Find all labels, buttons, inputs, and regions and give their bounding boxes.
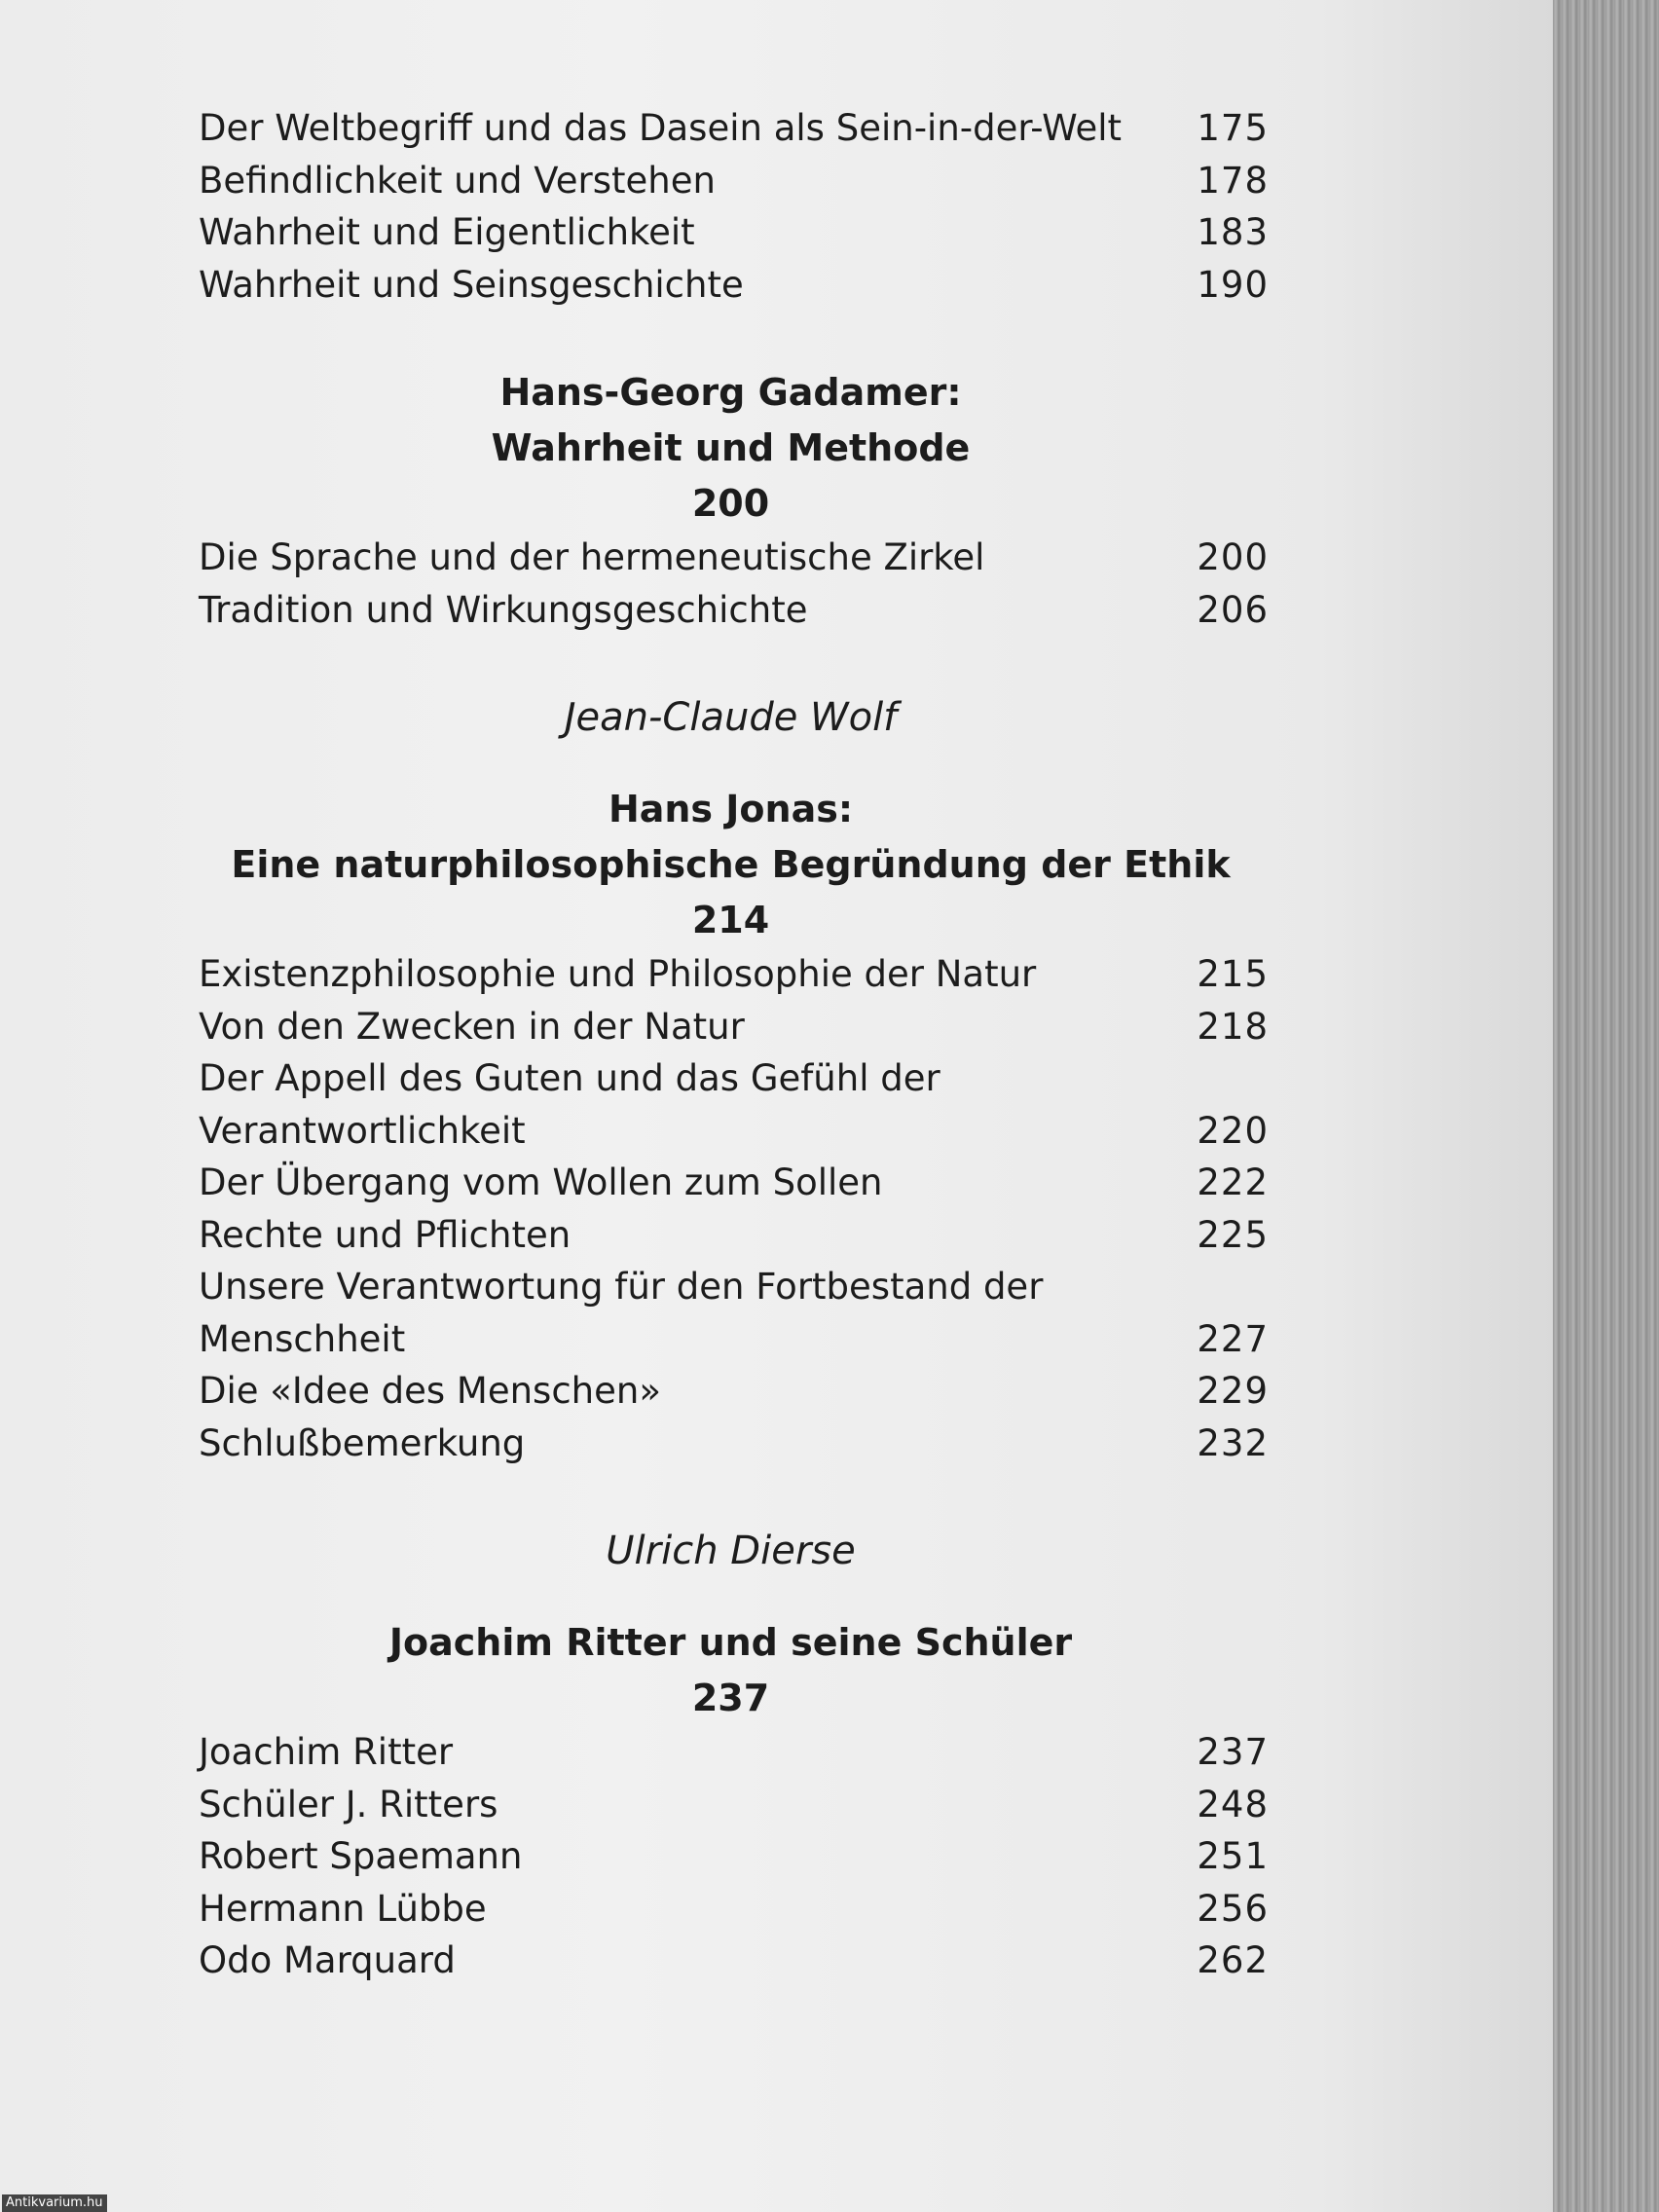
toc-entry-page: 206 (1197, 588, 1269, 631)
chapter-page: 200 (691, 482, 770, 525)
toc-entry-title: Joachim Ritter (199, 1731, 454, 1773)
toc-entry-page: 183 (1197, 211, 1269, 253)
toc-entry-page: 178 (1197, 159, 1269, 202)
toc-entry-page: 220 (1197, 1109, 1269, 1152)
toc-entry-page: 229 (1197, 1370, 1269, 1412)
toc-entry-title: Schüler J. Ritters (199, 1783, 498, 1825)
toc-entry-title: Der Weltbegriff und das Dasein als Sein-in-der-Welt (199, 107, 1123, 149)
toc-section-ritter (193, 1524, 1269, 1987)
toc-entry (199, 1052, 1269, 1105)
toc-entry-title: Existenzphilosophie und Philosophie der Natur (199, 953, 1037, 995)
toc-entry-title: Wahrheit und Eigentlichkeit (199, 211, 695, 253)
toc-entry-page: 232 (1197, 1421, 1269, 1464)
toc-entry-page: 175 (1197, 107, 1269, 149)
toc-entry (199, 1157, 1269, 1209)
toc-entry-page: 227 (1197, 1317, 1269, 1360)
toc-entry-title: Verantwortlichkeit (199, 1109, 526, 1152)
toc-entry-page: 190 (1197, 263, 1269, 306)
toc-entry-page: 218 (1197, 1005, 1269, 1048)
toc-entry (199, 1935, 1269, 1987)
toc-entry (199, 584, 1269, 637)
book-page-edge (1553, 0, 1659, 2212)
toc-entry (199, 1830, 1269, 1883)
toc-section-jonas (193, 690, 1269, 1469)
toc-entry-title: Befindlichkeit und Verstehen (199, 159, 716, 202)
toc-entry (199, 1365, 1269, 1418)
toc-entry-title: Schlußbemerkung (199, 1421, 526, 1464)
toc-entry (199, 259, 1269, 312)
chapter-heading: Eine naturphilosophische Begründung der Ethik (231, 843, 1231, 886)
toc-entry (199, 1779, 1269, 1831)
chapter-heading: Wahrheit und Methode (491, 426, 971, 469)
toc-entry (199, 102, 1269, 155)
chapter-author: Ulrich Dierse (606, 1529, 856, 1573)
toc-entry-title: Der Übergang vom Wollen zum Sollen (199, 1161, 883, 1203)
toc-entry (199, 1418, 1269, 1470)
toc-entry-title: Robert Spaemann (199, 1835, 523, 1877)
toc-entry-page: 248 (1197, 1783, 1269, 1825)
toc-entry (199, 1726, 1269, 1779)
table-of-contents (193, 102, 1269, 1987)
toc-entry-title: Menschheit (199, 1317, 406, 1360)
toc-section-heidegger (193, 102, 1269, 311)
chapter-heading: Joachim Ritter und seine Schüler (388, 1621, 1073, 1664)
toc-entry-page: 222 (1197, 1161, 1269, 1203)
toc-entry-title: Die Sprache und der hermeneutische Zirkel (199, 536, 985, 578)
toc-entry (199, 1001, 1269, 1053)
toc-entry-page: 262 (1197, 1939, 1269, 1981)
toc-entry-title: Hermann Lübbe (199, 1887, 487, 1930)
watermark: Antikvarium.hu (2, 2194, 107, 2212)
toc-entry-page: 215 (1197, 953, 1269, 995)
toc-entry-page: 200 (1197, 536, 1269, 578)
chapter-author: Jean-Claude Wolf (564, 695, 898, 740)
toc-entry (199, 1209, 1269, 1262)
toc-entry-title: Rechte und Pflichten (199, 1213, 571, 1256)
toc-entry (199, 155, 1269, 207)
toc-entry-page: 237 (1197, 1731, 1269, 1773)
toc-entry-continued (199, 1105, 1269, 1158)
toc-entry-title: Odo Marquard (199, 1939, 456, 1981)
toc-entry-title: Der Appell des Guten und das Gefühl der (199, 1057, 940, 1099)
toc-entry (199, 206, 1269, 259)
toc-entry-title: Wahrheit und Seinsgeschichte (199, 263, 744, 306)
chapter-page: 214 (691, 899, 770, 941)
toc-entry-page: 251 (1197, 1835, 1269, 1877)
chapter-heading: Hans Jonas: (608, 788, 854, 830)
chapter-page: 237 (691, 1677, 770, 1719)
toc-entry (199, 1883, 1269, 1936)
chapter-heading: Hans-Georg Gadamer: (499, 371, 962, 414)
toc-entry-title: Die «Idee des Menschen» (199, 1370, 661, 1412)
toc-entry (199, 532, 1269, 584)
toc-entry (199, 1261, 1269, 1313)
toc-entry (199, 948, 1269, 1001)
toc-entry-page: 256 (1197, 1887, 1269, 1930)
toc-entry-title: Unsere Verantwortung für den Fortbestand der (199, 1266, 1044, 1308)
toc-entry-continued (199, 1313, 1269, 1366)
toc-entry-page: 225 (1197, 1213, 1269, 1256)
toc-entry-title: Von den Zwecken in der Natur (199, 1005, 745, 1048)
toc-entry-title: Tradition und Wirkungsgeschichte (199, 588, 808, 631)
toc-section-gadamer (193, 365, 1269, 636)
